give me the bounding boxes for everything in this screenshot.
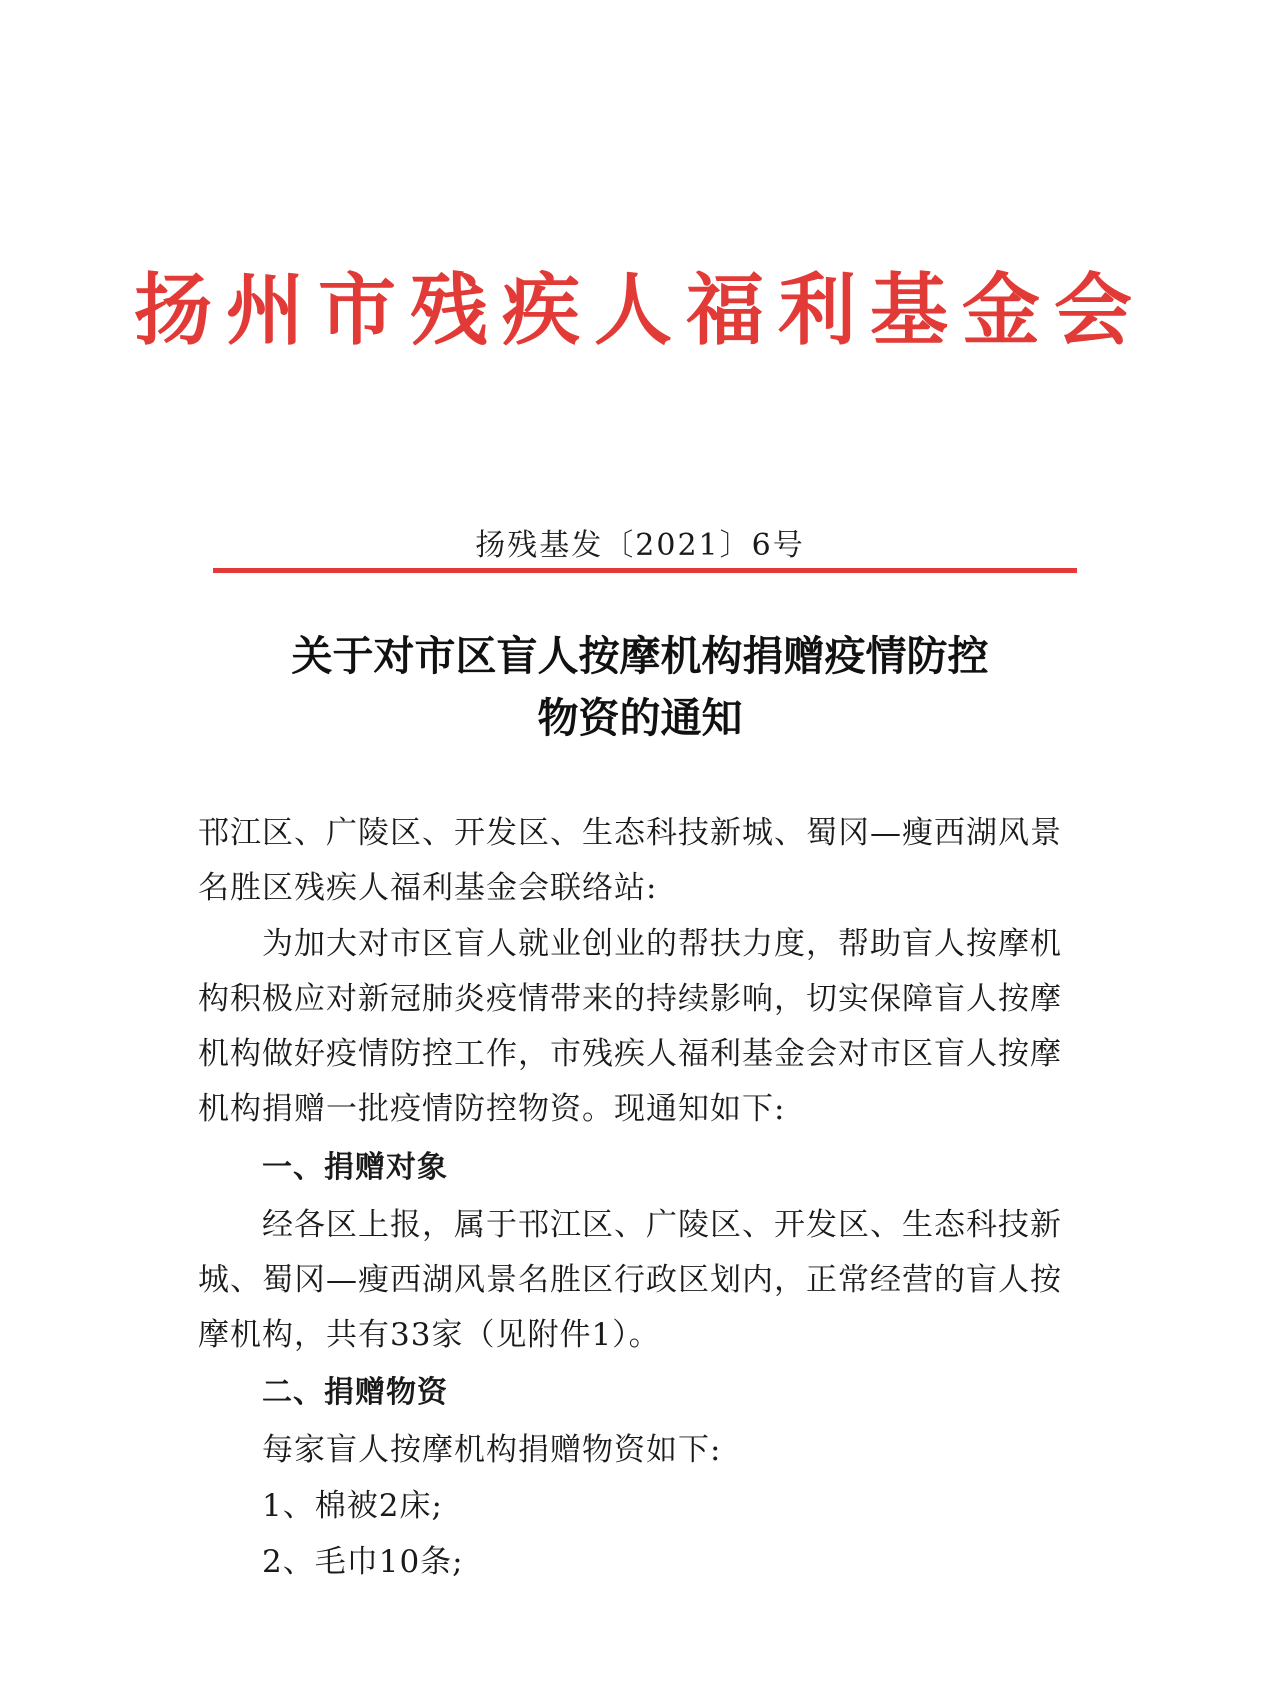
- organization-header: 扬州市残疾人福利基金会: [133, 265, 1146, 356]
- list-item: 2、毛巾10条;: [262, 1544, 464, 1580]
- document-title: [180, 625, 1100, 749]
- intro-paragraph: 为加大对市区盲人就业创业的帮扶力度，帮助盲人按摩机构积极应对新冠肺炎疫情带来的持续影响，切实保障盲人按摩机构做好疫情防控工作，市残疾人福利基金会对市区盲人按摩机构捐赠一批疫情防控物资。现通知如下:: [198, 926, 1062, 1127]
- section-2-intro: 每家盲人按摩机构捐赠物资如下:: [262, 1432, 722, 1468]
- title-line-2: 物资的通知: [537, 694, 743, 742]
- document-number: 扬残基发〔2021〕6号: [475, 528, 805, 563]
- list-item: 1、棉被2床;: [262, 1488, 443, 1524]
- section-1-paragraph: 经各区上报，属于邗江区、广陵区、开发区、生态科技新城、蜀冈—瘦西湖风景名胜区行政区划内，正常经营的盲人按摩机构，共有33家（见附件1）。: [198, 1207, 1062, 1353]
- section-1-heading: 一、捐赠对象: [262, 1150, 448, 1185]
- section-2-heading: 二、捐赠物资: [262, 1375, 448, 1410]
- title-line-1: 关于对市区盲人按摩机构捐赠疫情防控: [291, 632, 989, 680]
- red-divider-line: [213, 568, 1077, 573]
- addressee-paragraph: 邗江区、广陵区、开发区、生态科技新城、蜀冈—瘦西湖风景名胜区残疾人福利基金会联络站:: [198, 815, 1062, 906]
